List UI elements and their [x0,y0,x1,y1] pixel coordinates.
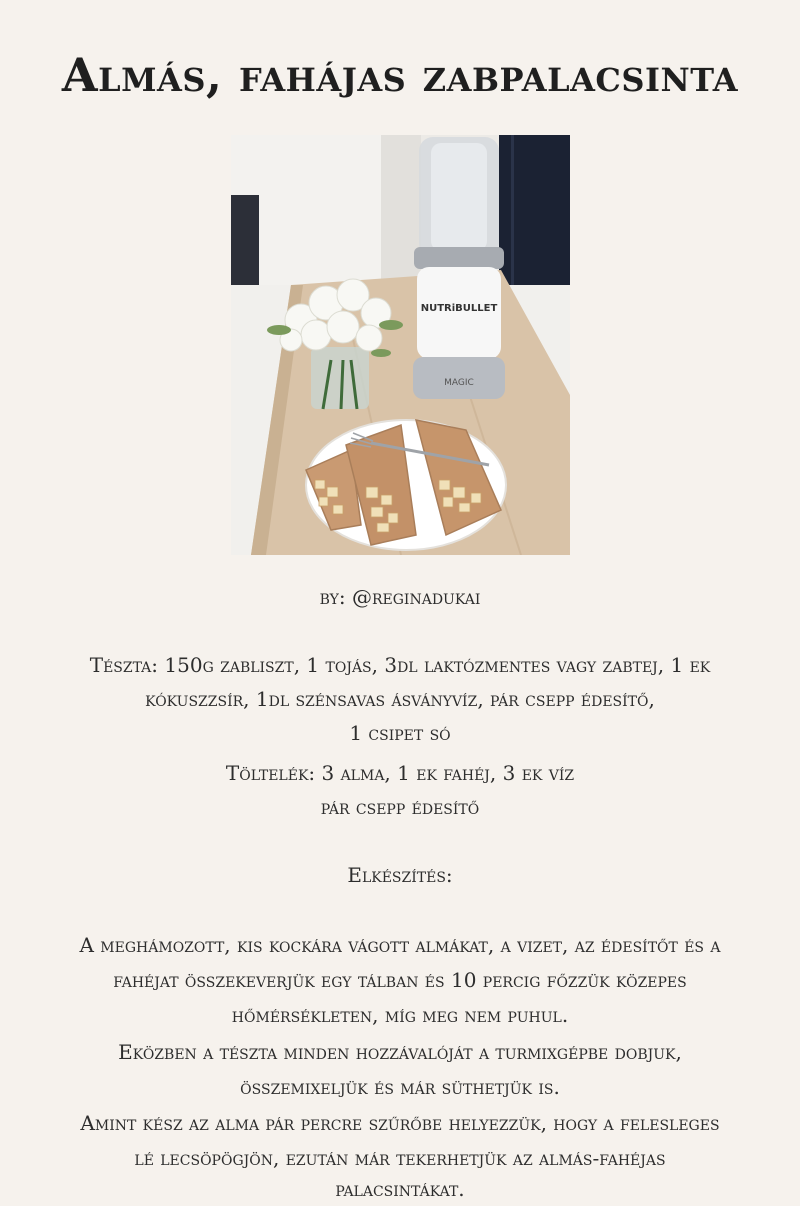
ingredients-dough-line-2: kókuszzsír, 1dl szénsavas ásványvíz, pár csepp édesítő, [145,687,655,711]
method-line: Eközben a tészta minden hozzávalóját a turmixgépbe dobjuk, [118,1040,682,1064]
method-line: hőmérsékleten, míg meg nem puhul. [231,1003,569,1027]
blender-brand: NUTRiBULLET [420,303,498,314]
recipe-title: Almás, fahájas zabpalacsinta [61,48,739,102]
ingredients-filling-line-1: Töltelék: 3 alma, 1 ek fahéj, 3 ek víz [225,761,575,785]
method-line: lé lecsöpögjön, ezután már tekerhetjük az almás-fahéjas [134,1146,666,1170]
ingredients-filling-line-2: pár csepp édesítő [320,795,480,819]
recipe-photo [231,135,570,555]
ingredients-dough-line-3: 1 csipet só [349,721,451,745]
ingredients-dough-line-1: Tészta: 150g zabliszt, 1 tojás, 3dl laktózmentes vagy zabtej, 1 ek [89,653,711,677]
blender-base-label: MAGIC [444,378,474,388]
recipe-author: by: @reginadukai [319,585,481,609]
method-line: fahéjat összekeverjük egy tálban és 10 percig főzzük közepes [113,968,687,992]
method-line: összemixeljük és már süthetjük is. [240,1075,560,1099]
method-line: Amint kész az alma pár percre szűrőbe helyezzük, hogy a felesleges [80,1111,720,1135]
method-heading: Elkészítés: [347,863,453,887]
recipe-photo-illustration [231,135,570,555]
method-line: palacsintákat. [335,1177,465,1201]
method-line: A meghámozott, kis kockára vágott almákat, a vizet, az édesítőt és a [79,933,721,957]
